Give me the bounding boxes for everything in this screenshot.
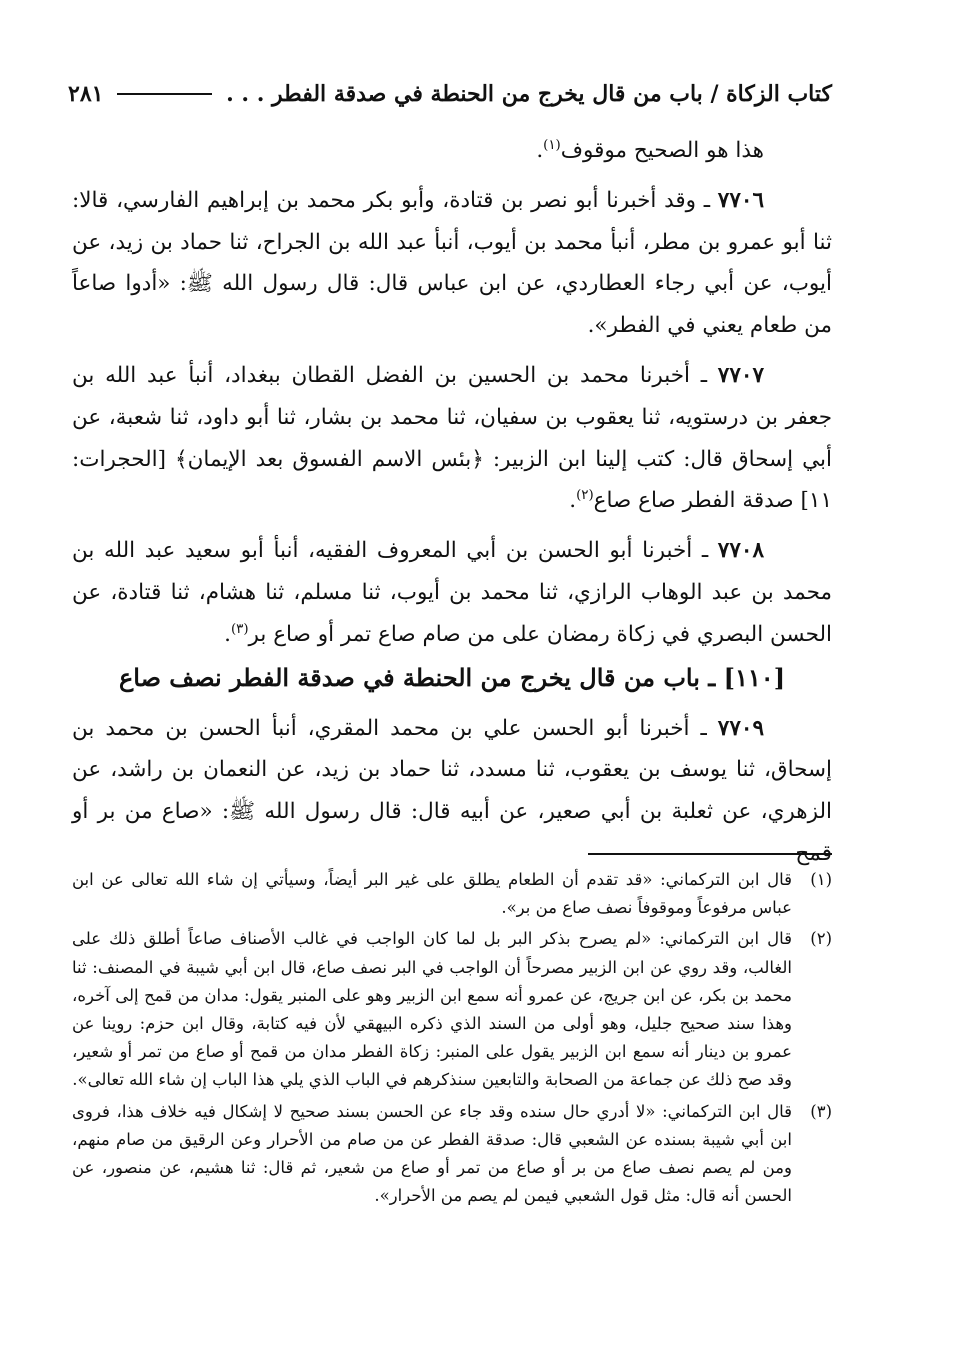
running-title: كتاب الزكاة / باب من قال يخرج من الحنطة في صدقة الفطر . . .	[226, 81, 832, 107]
hadith-number: ٧٧٠٩	[717, 715, 764, 741]
footnotes	[72, 866, 832, 1213]
footnote-mark: (١)	[810, 870, 832, 889]
footnote-3	[72, 1098, 832, 1211]
hadith-text: ـ أخبرنا محمد بن الحسين بن الفضل القطان ببغداد، أنبأ عبد الله بن جعفر بن درستويه، ثنا يعقوب بن سفيان، ثنا محمد بن بشار، ثنا أبو داود، ثنا شعبة، عن أبي إسحاق قال: كتب إلينا ابن الزبير: ﴿بئس الاسم الفسوق بعد الإيمان﴾ [الحجرات: ١١] صدقة الفطر صاع صاع	[72, 362, 832, 514]
hadith-number: ٧٧٠٧	[717, 362, 764, 388]
hadith-7709	[72, 708, 832, 875]
footnote-text: قال ابن التركماني: «قد تقدم أن الطعام يطلق على غير البر أيضاً، وسيأتي إن شاء الله تعالى عن ابن عباس مرفوعاً وموقوفاً نصف صاع من بر».	[72, 870, 792, 918]
footnote-text: قال ابن التركماني: «لم يصرح بذكر البر بل لما كان الواجب في غالب الأصناف صاعاً أطلق ذلك على الغالب، وقد روي عن ابن الزبير مصرحاً أن الواجب في البر نصف صاع، قال ابن أبي شيبة في المصنف: ثنا محمد بن بكر، عن ابن جريج، عن عمرو أنه سمع ابن الزبير وهو على المنبر يقول: مدان من قمح إلى آخره، وهذا سند صحيح جليل، وهو أولى من السند الذي ذكره البيهقي لأن فيه كتابة، وقال ابن حزم: روينا عن عمرو بن دينار أنه سمع ابن الزبير يقول على المنبر: زكاة الفطر مدان من قمح أو صاع من تمر أو شعير، وقد صح ذلك عن جماعة من الصحابة والتابعين سنذكرهم في الباب الذي يلي هذا الباب إن شاء الله تعالى».	[72, 929, 792, 1090]
page-number: ٢٨١	[68, 81, 104, 107]
footnote-1	[72, 866, 832, 922]
hadith-7706	[72, 180, 832, 347]
opening-line	[72, 130, 832, 172]
footnote-mark: (٣)	[810, 1101, 832, 1121]
hadith-end: .	[224, 621, 231, 647]
hadith-text: ـ أخبرنا أبو الحسن علي بن محمد المقري، أنبأ الحسن بن محمد بن إسحاق، ثنا يوسف بن يعقوب، ثنا مسدد، ثنا حماد بن زيد، عن النعمان بن راشد، عن الزهري، عن ثعلبة بن أبي صعير، عن أبيه قال: قال رسول الله ﷺ: «صاع من بر أو قمح	[72, 715, 832, 866]
hadith-number: ٧٧٠٨	[717, 538, 764, 564]
running-header	[68, 78, 832, 110]
hadith-7707	[72, 355, 832, 522]
footnote-ref-3[interactable]: (٣)	[230, 621, 249, 637]
footnote-separator	[588, 853, 832, 855]
footnote-mark: (٢)	[810, 929, 832, 949]
hadith-end: .	[569, 488, 577, 514]
chapter-heading: [١١٠] ـ باب من قال يخرج من الحنطة في صدقة الفطر نصف صاع	[118, 662, 786, 692]
footnote-ref-2[interactable]: (٢)	[576, 488, 594, 504]
hadith-text: ـ وقد أخبرنا أبو نصر بن قتادة، وأبو بكر محمد بن إبراهيم الفارسي، قالا: ثنا أبو عمرو بن مطر، أنبأ محمد بن أيوب، أنبأ عبد الله بن الجراح، ثنا حماد بن زيد، عن أيوب، عن أبي رجاء العطاردي، عن ابن عباس قال: قال رسول الله ﷺ: «أدوا صاعاً من طعام يعني في الفطر».	[72, 187, 832, 339]
main-text	[72, 130, 832, 875]
footnote-ref-1[interactable]: (١)	[543, 137, 561, 153]
footnote-2	[72, 925, 832, 1094]
opening-text: هذا هو الصحيح موقوف	[560, 138, 764, 163]
hadith-text: ـ أخبرنا أبو الحسن بن أبي المعروف الفقيه، أنبأ أبو سعيد عبد الله بن محمد بن عبد الوهاب الرازي، ثنا محمد بن أيوب، ثنا مسلم، ثنا هشام، ثنا قتادة، عن الحسن البصري في زكاة رمضان على من صام صاع تمر أو صاع بر	[72, 538, 832, 647]
footnote-text: قال ابن التركماني: «لا أدري حال سنده وقد جاء عن الحسن بسند صحيح لا إشكال فيه خلاف هذا، فروى ابن أبي شيبة بسنده عن الشعبي قال: صدقة الفطر عن من صام من الأحرار وعن الرقيق من صام منهم، ومن لم يصم نصف صاع من بر أو صاع من تمر أو صاع من شعير، ثم قال: ثنا هشيم، عن منصور، عن الحسن أنه قال: مثل قول الشعبي فيمن لم يصم من الأحرار».	[72, 1101, 792, 1206]
opening-end: .	[536, 138, 544, 163]
header-rule	[117, 93, 212, 95]
hadith-number: ٧٧٠٦	[717, 187, 764, 213]
hadith-7708	[72, 530, 832, 655]
